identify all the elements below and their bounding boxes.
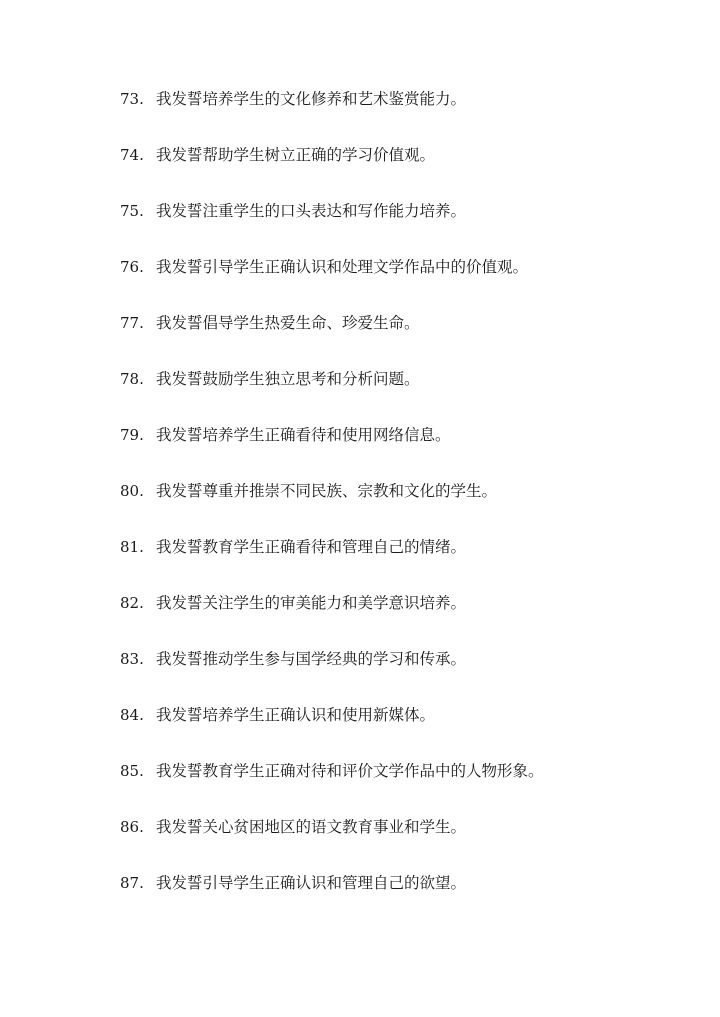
item-text: 我发誓教育学生正确看待和管理自己的情绪。 bbox=[156, 538, 467, 556]
item-text: 我发誓关心贫困地区的语文教育事业和学生。 bbox=[156, 818, 467, 836]
item-text: 我发誓培养学生正确认识和使用新媒体。 bbox=[156, 706, 436, 724]
list-item bbox=[120, 758, 544, 814]
item-text: 我发誓尊重并推崇不同民族、宗教和文化的学生。 bbox=[156, 482, 498, 500]
list-item bbox=[120, 814, 544, 870]
list-item bbox=[120, 142, 544, 198]
list-item bbox=[120, 870, 544, 926]
list-item bbox=[120, 590, 544, 646]
item-number: 82. bbox=[120, 594, 144, 612]
item-number: 81. bbox=[120, 538, 144, 556]
item-text: 我发誓帮助学生树立正确的学习价值观。 bbox=[156, 146, 436, 164]
item-number: 85. bbox=[120, 762, 144, 780]
item-text: 我发誓推动学生参与国学经典的学习和传承。 bbox=[156, 650, 467, 668]
list-item bbox=[120, 86, 544, 142]
item-number: 77. bbox=[120, 314, 144, 332]
item-number: 76. bbox=[120, 258, 144, 276]
list-item bbox=[120, 310, 544, 366]
item-text: 我发誓引导学生正确认识和处理文学作品中的价值观。 bbox=[156, 258, 529, 276]
item-number: 80. bbox=[120, 482, 144, 500]
list-item bbox=[120, 254, 544, 310]
item-number: 74. bbox=[120, 146, 144, 164]
list-item bbox=[120, 702, 544, 758]
item-text: 我发誓注重学生的口头表达和写作能力培养。 bbox=[156, 202, 467, 220]
item-number: 78. bbox=[120, 370, 144, 388]
item-text: 我发誓教育学生正确对待和评价文学作品中的人物形象。 bbox=[156, 762, 544, 780]
list-item bbox=[120, 198, 544, 254]
list-item bbox=[120, 478, 544, 534]
item-number: 73. bbox=[120, 90, 144, 108]
item-number: 87. bbox=[120, 874, 144, 892]
list-item bbox=[120, 646, 544, 702]
item-text: 我发誓鼓励学生独立思考和分析问题。 bbox=[156, 370, 420, 388]
item-number: 84. bbox=[120, 706, 144, 724]
item-number: 79. bbox=[120, 426, 144, 444]
list-item bbox=[120, 534, 544, 590]
item-text: 我发誓倡导学生热爱生命、珍爱生命。 bbox=[156, 314, 420, 332]
item-number: 83. bbox=[120, 650, 144, 668]
item-number: 75. bbox=[120, 202, 144, 220]
item-number: 86. bbox=[120, 818, 144, 836]
item-text: 我发誓引导学生正确认识和管理自己的欲望。 bbox=[156, 874, 467, 892]
list-item bbox=[120, 422, 544, 478]
item-text: 我发誓培养学生正确看待和使用网络信息。 bbox=[156, 426, 451, 444]
pledge-list bbox=[120, 86, 544, 926]
item-text: 我发誓关注学生的审美能力和美学意识培养。 bbox=[156, 594, 467, 612]
list-item bbox=[120, 366, 544, 422]
item-text: 我发誓培养学生的文化修养和艺术鉴赏能力。 bbox=[156, 90, 467, 108]
